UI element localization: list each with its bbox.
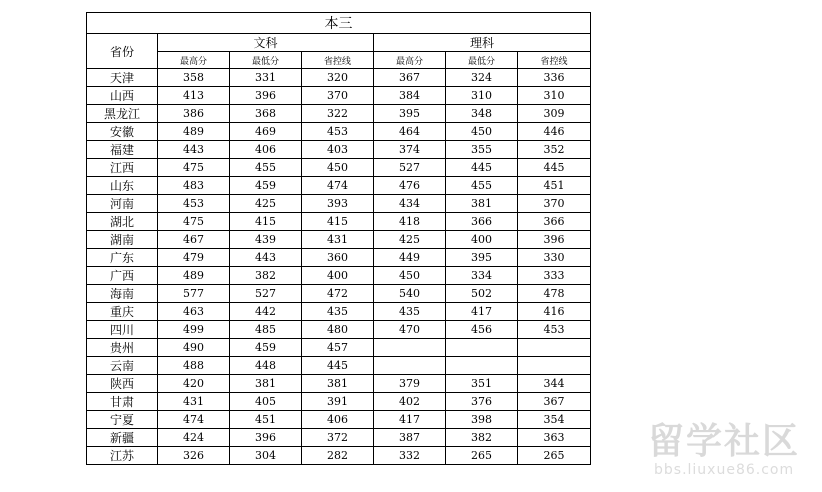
cell-arts-min: 415 — [230, 213, 302, 231]
table-row — [87, 69, 591, 87]
cell-arts-max: 424 — [158, 429, 230, 447]
subheader-arts-min: 最低分 — [230, 52, 302, 69]
cell-province: 陕西 — [87, 375, 158, 393]
cell-arts-control: 322 — [302, 105, 374, 123]
table-row — [87, 249, 591, 267]
cell-province: 甘肃 — [87, 393, 158, 411]
cell-science-control: 333 — [518, 267, 591, 285]
cell-science-max: 332 — [374, 447, 446, 465]
cell-science-control: 451 — [518, 177, 591, 195]
cell-province: 天津 — [87, 69, 158, 87]
subheader-science-control: 省控线 — [518, 52, 591, 69]
cell-science-control: 367 — [518, 393, 591, 411]
cell-science-max: 395 — [374, 105, 446, 123]
cell-province: 四川 — [87, 321, 158, 339]
cell-arts-control: 372 — [302, 429, 374, 447]
cell-arts-max: 386 — [158, 105, 230, 123]
cell-science-control: 265 — [518, 447, 591, 465]
cell-arts-min: 406 — [230, 141, 302, 159]
cell-science-max: 464 — [374, 123, 446, 141]
cell-province: 安徽 — [87, 123, 158, 141]
cell-province: 湖北 — [87, 213, 158, 231]
watermark-brand: 留学社区 — [648, 421, 801, 462]
score-table-body — [87, 69, 591, 465]
subheader-arts-max: 最高分 — [158, 52, 230, 69]
cell-science-max: 379 — [374, 375, 446, 393]
cell-arts-min: 459 — [230, 339, 302, 357]
subheader-science-max: 最高分 — [374, 52, 446, 69]
cell-province: 贵州 — [87, 339, 158, 357]
cell-science-min: 400 — [446, 231, 518, 249]
cell-arts-control: 453 — [302, 123, 374, 141]
cell-science-min: 381 — [446, 195, 518, 213]
cell-science-max: 449 — [374, 249, 446, 267]
cell-science-control: 330 — [518, 249, 591, 267]
cell-arts-control: 450 — [302, 159, 374, 177]
cell-arts-min: 368 — [230, 105, 302, 123]
cell-arts-max: 488 — [158, 357, 230, 375]
cell-arts-max: 467 — [158, 231, 230, 249]
table-row — [87, 87, 591, 105]
cell-arts-control: 282 — [302, 447, 374, 465]
cell-science-control: 453 — [518, 321, 591, 339]
cell-province: 新疆 — [87, 429, 158, 447]
cell-arts-control: 381 — [302, 375, 374, 393]
subheader-arts-control: 省控线 — [302, 52, 374, 69]
score-table — [86, 12, 591, 465]
group-header-arts: 文科 — [158, 34, 374, 52]
table-row — [87, 195, 591, 213]
cell-science-control: 336 — [518, 69, 591, 87]
cell-arts-control: 472 — [302, 285, 374, 303]
cell-science-min: 366 — [446, 213, 518, 231]
cell-arts-max: 326 — [158, 447, 230, 465]
cell-arts-control: 431 — [302, 231, 374, 249]
cell-arts-control: 435 — [302, 303, 374, 321]
table-row — [87, 375, 591, 393]
table-row — [87, 447, 591, 465]
cell-arts-control: 474 — [302, 177, 374, 195]
cell-arts-control: 320 — [302, 69, 374, 87]
table-row — [87, 321, 591, 339]
cell-science-min: 455 — [446, 177, 518, 195]
cell-arts-max: 443 — [158, 141, 230, 159]
cell-province: 黑龙江 — [87, 105, 158, 123]
cell-arts-max: 499 — [158, 321, 230, 339]
cell-province: 福建 — [87, 141, 158, 159]
cell-science-max: 374 — [374, 141, 446, 159]
cell-arts-max: 358 — [158, 69, 230, 87]
cell-science-min: 395 — [446, 249, 518, 267]
cell-arts-max: 577 — [158, 285, 230, 303]
cell-science-control: 478 — [518, 285, 591, 303]
cell-arts-min: 396 — [230, 429, 302, 447]
cell-arts-max: 490 — [158, 339, 230, 357]
table-row — [87, 339, 591, 357]
cell-science-max: 387 — [374, 429, 446, 447]
cell-science-control: 310 — [518, 87, 591, 105]
cell-arts-min: 448 — [230, 357, 302, 375]
cell-province: 广东 — [87, 249, 158, 267]
cell-science-min: 445 — [446, 159, 518, 177]
cell-science-control: 366 — [518, 213, 591, 231]
table-row — [87, 231, 591, 249]
cell-science-min: 456 — [446, 321, 518, 339]
cell-science-min: 382 — [446, 429, 518, 447]
cell-science-min: 310 — [446, 87, 518, 105]
cell-science-control — [518, 339, 591, 357]
cell-arts-min: 443 — [230, 249, 302, 267]
cell-science-max: 434 — [374, 195, 446, 213]
cell-arts-min: 331 — [230, 69, 302, 87]
cell-province: 宁夏 — [87, 411, 158, 429]
cell-arts-min: 381 — [230, 375, 302, 393]
cell-province: 海南 — [87, 285, 158, 303]
cell-science-control: 363 — [518, 429, 591, 447]
cell-science-max: 476 — [374, 177, 446, 195]
cell-science-max — [374, 357, 446, 375]
cell-science-max: 418 — [374, 213, 446, 231]
cell-arts-max: 489 — [158, 267, 230, 285]
cell-province: 广西 — [87, 267, 158, 285]
cell-science-max: 435 — [374, 303, 446, 321]
cell-arts-max: 475 — [158, 213, 230, 231]
cell-science-min: 417 — [446, 303, 518, 321]
table-row — [87, 393, 591, 411]
cell-province: 河南 — [87, 195, 158, 213]
cell-arts-min: 451 — [230, 411, 302, 429]
cell-arts-min: 396 — [230, 87, 302, 105]
table-title: 本三 — [87, 13, 591, 34]
cell-arts-max: 420 — [158, 375, 230, 393]
cell-science-min: 355 — [446, 141, 518, 159]
cell-province: 云南 — [87, 357, 158, 375]
cell-science-control: 370 — [518, 195, 591, 213]
cell-science-min: 351 — [446, 375, 518, 393]
cell-arts-max: 483 — [158, 177, 230, 195]
cell-science-min: 502 — [446, 285, 518, 303]
group-header-science: 理科 — [374, 34, 591, 52]
cell-science-control: 309 — [518, 105, 591, 123]
table-row — [87, 177, 591, 195]
table-row — [87, 285, 591, 303]
cell-province: 江西 — [87, 159, 158, 177]
cell-province: 湖南 — [87, 231, 158, 249]
cell-arts-min: 485 — [230, 321, 302, 339]
cell-science-max: 450 — [374, 267, 446, 285]
table-row — [87, 159, 591, 177]
table-row — [87, 123, 591, 141]
cell-science-control: 344 — [518, 375, 591, 393]
cell-science-control: 352 — [518, 141, 591, 159]
cell-arts-min: 382 — [230, 267, 302, 285]
table-row — [87, 105, 591, 123]
cell-arts-control: 393 — [302, 195, 374, 213]
cell-arts-min: 405 — [230, 393, 302, 411]
table-row — [87, 429, 591, 447]
cell-arts-max: 413 — [158, 87, 230, 105]
cell-science-min: 376 — [446, 393, 518, 411]
cell-arts-min: 439 — [230, 231, 302, 249]
cell-arts-min: 459 — [230, 177, 302, 195]
cell-arts-min: 455 — [230, 159, 302, 177]
table-row — [87, 267, 591, 285]
cell-arts-min: 469 — [230, 123, 302, 141]
cell-science-control: 446 — [518, 123, 591, 141]
cell-arts-control: 480 — [302, 321, 374, 339]
cell-science-max: 384 — [374, 87, 446, 105]
cell-arts-control: 403 — [302, 141, 374, 159]
cell-province: 重庆 — [87, 303, 158, 321]
cell-arts-control: 445 — [302, 357, 374, 375]
cell-arts-max: 463 — [158, 303, 230, 321]
cell-arts-max: 479 — [158, 249, 230, 267]
cell-science-min — [446, 339, 518, 357]
cell-science-control: 445 — [518, 159, 591, 177]
cell-science-max: 367 — [374, 69, 446, 87]
cell-arts-control: 370 — [302, 87, 374, 105]
table-row — [87, 303, 591, 321]
cell-province: 山东 — [87, 177, 158, 195]
watermark-url: bbs.liuxue86.com — [654, 462, 795, 478]
cell-arts-control: 400 — [302, 267, 374, 285]
cell-arts-max: 475 — [158, 159, 230, 177]
cell-science-control — [518, 357, 591, 375]
cell-arts-control: 391 — [302, 393, 374, 411]
cell-arts-control: 457 — [302, 339, 374, 357]
cell-science-max: 527 — [374, 159, 446, 177]
cell-science-max: 425 — [374, 231, 446, 249]
cell-arts-min: 442 — [230, 303, 302, 321]
cell-arts-control: 360 — [302, 249, 374, 267]
cell-science-min: 398 — [446, 411, 518, 429]
cell-arts-min: 304 — [230, 447, 302, 465]
table-row — [87, 141, 591, 159]
cell-science-min: 348 — [446, 105, 518, 123]
cell-science-control: 354 — [518, 411, 591, 429]
cell-science-control: 396 — [518, 231, 591, 249]
cell-science-max: 470 — [374, 321, 446, 339]
cell-arts-max: 489 — [158, 123, 230, 141]
subheader-science-min: 最低分 — [446, 52, 518, 69]
cell-science-max: 402 — [374, 393, 446, 411]
cell-science-max: 417 — [374, 411, 446, 429]
cell-arts-min: 425 — [230, 195, 302, 213]
cell-arts-max: 453 — [158, 195, 230, 213]
table-row — [87, 213, 591, 231]
table-row — [87, 411, 591, 429]
cell-science-min: 324 — [446, 69, 518, 87]
cell-science-max: 540 — [374, 285, 446, 303]
cell-arts-control: 406 — [302, 411, 374, 429]
watermark-logo — [646, 422, 816, 488]
cell-arts-max: 474 — [158, 411, 230, 429]
cell-arts-max: 431 — [158, 393, 230, 411]
cell-province: 山西 — [87, 87, 158, 105]
cell-science-min: 265 — [446, 447, 518, 465]
province-header: 省份 — [87, 34, 158, 69]
cell-science-min: 450 — [446, 123, 518, 141]
cell-science-min — [446, 357, 518, 375]
cell-science-control: 416 — [518, 303, 591, 321]
cell-arts-control: 415 — [302, 213, 374, 231]
cell-science-max — [374, 339, 446, 357]
cell-province: 江苏 — [87, 447, 158, 465]
table-row — [87, 357, 591, 375]
cell-arts-min: 527 — [230, 285, 302, 303]
cell-science-min: 334 — [446, 267, 518, 285]
